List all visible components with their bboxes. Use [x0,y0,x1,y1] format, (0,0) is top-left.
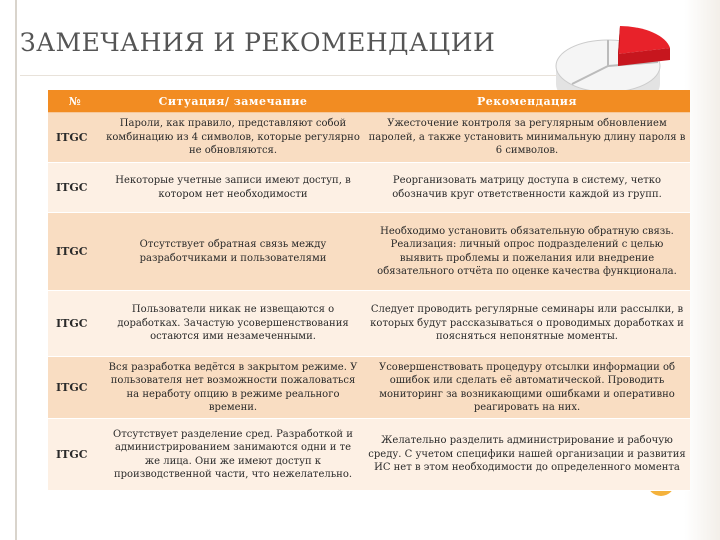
slide-border-left [15,0,17,540]
row-code: ITGC [48,291,102,357]
row-situation: Пароли, как правило, представляют собой комбинацию из 4 символов, которые регулярно не обновляются. [102,113,364,163]
table-row [48,291,690,357]
title-divider [20,75,570,76]
row-situation: Некоторые учетные записи имеют доступ, в котором нет необходимости [102,163,364,213]
row-recommendation: Усовершенствовать процедуру отсылки информации об ошибок или сделать её автоматической. Проводить мониторинг за возникающими ошибками и оперативно реагировать на них. [364,357,690,419]
remarks-table [48,90,690,491]
slide-title: ЗАМЕЧАНИЯ И РЕКОМЕНДАЦИИ [20,28,496,57]
table-header-row [48,90,690,113]
header-number: № [48,90,102,113]
header-recommendation: Рекомендация [364,90,690,113]
row-recommendation: Следует проводить регулярные семинары или рассылки, в которых будут рассказываться о проводимых доработках и поясняться непонятные моменты. [364,291,690,357]
header-situation: Ситуация/ замечание [102,90,364,113]
row-situation: Вся разработка ведётся в закрытом режиме. У пользователя нет возможности пожаловаться на неработу опцию в режиме реального времени. [102,357,364,419]
row-recommendation: Необходимо установить обязательную обратную связь. Реализация: личный опрос подразделений с целью выявить проблемы и пожелания или внедрение обязательного отчёта по оценке качества функционала. [364,213,690,291]
table-row [48,163,690,213]
table-row [48,213,690,291]
row-recommendation: Желательно разделить администрирование и рабочую среду. С учетом специфики нашей организации и развития ИС нет в этом необходимости до определенного момента [364,419,690,491]
row-code: ITGC [48,357,102,419]
row-recommendation: Реорганизовать матрицу доступа в систему, четко обозначив круг ответственности каждой из групп. [364,163,690,213]
row-code: ITGC [48,163,102,213]
table-row [48,419,690,491]
row-code: ITGC [48,213,102,291]
row-code: ITGC [48,419,102,491]
table-row [48,357,690,419]
row-situation: Отсутствует обратная связь между разработчиками и пользователями [102,213,364,291]
row-situation: Отсутствует разделение сред. Разработкой и администрированием занимаются одни и те же лица. Они же имеют доступ к производственной части, что нежелательно. [102,419,364,491]
row-code: ITGC [48,113,102,163]
row-situation: Пользователи никак не извещаются о доработках. Зачастую усовершенствования остаются ими незамеченными. [102,291,364,357]
table-row [48,113,690,163]
row-recommendation: Ужесточение контроля за регулярным обновлением паролей, а также установить минимальную длину пароля в 6 символов. [364,113,690,163]
